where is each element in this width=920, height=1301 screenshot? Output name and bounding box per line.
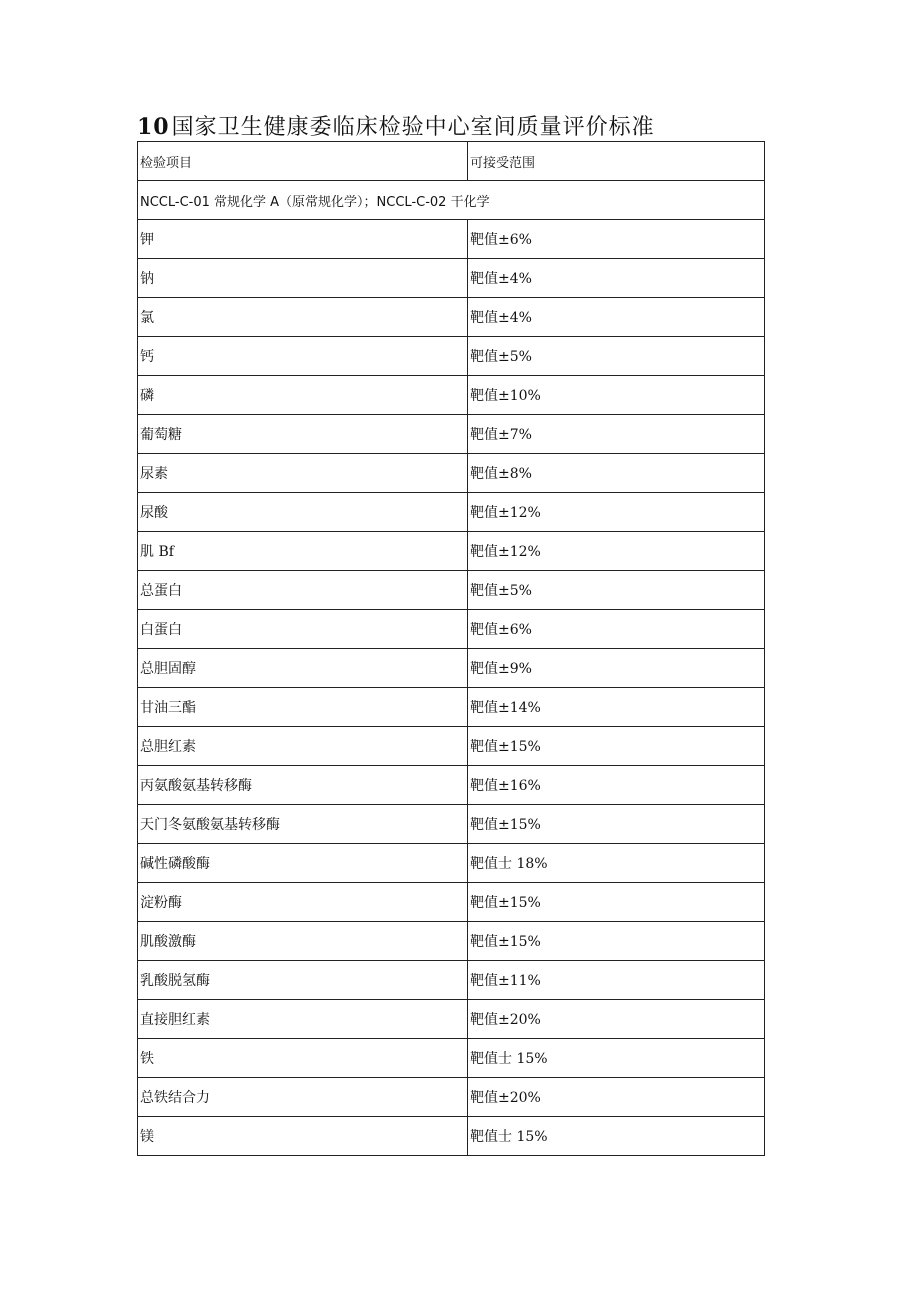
row-range: 靶值±15% bbox=[468, 727, 765, 766]
table-row bbox=[138, 727, 765, 766]
table-section-row bbox=[138, 181, 765, 220]
table-row bbox=[138, 922, 765, 961]
row-range: 靶值士 15% bbox=[468, 1117, 765, 1156]
row-range: 靶值±20% bbox=[468, 1078, 765, 1117]
table-row bbox=[138, 376, 765, 415]
row-range: 靶值±5% bbox=[468, 571, 765, 610]
row-range: 靶值±6% bbox=[468, 220, 765, 259]
row-item: 碱性磷酸酶 bbox=[138, 844, 468, 883]
row-range: 靶值±4% bbox=[468, 298, 765, 337]
row-range: 靶值±12% bbox=[468, 493, 765, 532]
row-item: 葡萄糖 bbox=[138, 415, 468, 454]
row-item: 镁 bbox=[138, 1117, 468, 1156]
table-row bbox=[138, 415, 765, 454]
row-item: 铁 bbox=[138, 1039, 468, 1078]
row-item: 甘油三酯 bbox=[138, 688, 468, 727]
criteria-table bbox=[137, 141, 765, 1156]
row-range: 靶值±12% bbox=[468, 532, 765, 571]
row-range: 靶值±15% bbox=[468, 805, 765, 844]
table-row bbox=[138, 454, 765, 493]
row-range: 靶值±11% bbox=[468, 961, 765, 1000]
row-item: 丙氨酸氨基转移酶 bbox=[138, 766, 468, 805]
table-row bbox=[138, 259, 765, 298]
header-range: 可接受范围 bbox=[468, 142, 765, 181]
table-row bbox=[138, 610, 765, 649]
table-row bbox=[138, 844, 765, 883]
table-row bbox=[138, 805, 765, 844]
row-item: 天门冬氨酸氨基转移酶 bbox=[138, 805, 468, 844]
row-item: 总胆固醇 bbox=[138, 649, 468, 688]
title-text: 国家卫生健康委临床检验中心室间质量评价标准 bbox=[171, 115, 655, 140]
row-range: 靶值±4% bbox=[468, 259, 765, 298]
table-row bbox=[138, 1117, 765, 1156]
row-item: 磷 bbox=[138, 376, 468, 415]
row-range: 靶值±14% bbox=[468, 688, 765, 727]
table-row bbox=[138, 220, 765, 259]
table-row bbox=[138, 688, 765, 727]
row-range: 靶值士 18% bbox=[468, 844, 765, 883]
table-row bbox=[138, 493, 765, 532]
row-item: 淀粉酶 bbox=[138, 883, 468, 922]
table-row bbox=[138, 571, 765, 610]
row-item: 白蛋白 bbox=[138, 610, 468, 649]
row-item: 直接胆红素 bbox=[138, 1000, 468, 1039]
row-range: 靶值±15% bbox=[468, 922, 765, 961]
table-row bbox=[138, 961, 765, 1000]
row-range: 靶值±8% bbox=[468, 454, 765, 493]
row-item: 钠 bbox=[138, 259, 468, 298]
row-item: 肌酸激酶 bbox=[138, 922, 468, 961]
table-row bbox=[138, 532, 765, 571]
table-row bbox=[138, 1000, 765, 1039]
table-row bbox=[138, 1078, 765, 1117]
row-item: 尿素 bbox=[138, 454, 468, 493]
row-range: 靶值±16% bbox=[468, 766, 765, 805]
table-row bbox=[138, 766, 765, 805]
row-item: 乳酸脱氢酶 bbox=[138, 961, 468, 1000]
row-range: 靶值±9% bbox=[468, 649, 765, 688]
row-item: 氯 bbox=[138, 298, 468, 337]
row-range: 靶值±7% bbox=[468, 415, 765, 454]
table-row bbox=[138, 298, 765, 337]
table-row bbox=[138, 1039, 765, 1078]
document-title bbox=[137, 112, 655, 143]
criteria-table-body bbox=[138, 142, 765, 1156]
row-item: 总胆红素 bbox=[138, 727, 468, 766]
row-item: 总蛋白 bbox=[138, 571, 468, 610]
title-number: 10 bbox=[137, 114, 170, 140]
row-item: 肌 Bf bbox=[138, 532, 468, 571]
row-range: 靶值±15% bbox=[468, 883, 765, 922]
row-range: 靶值士 15% bbox=[468, 1039, 765, 1078]
row-item: 钾 bbox=[138, 220, 468, 259]
row-range: 靶值±5% bbox=[468, 337, 765, 376]
row-item: 钙 bbox=[138, 337, 468, 376]
table-row bbox=[138, 883, 765, 922]
row-item: 总铁结合力 bbox=[138, 1078, 468, 1117]
row-range: 靶值±10% bbox=[468, 376, 765, 415]
table-row bbox=[138, 649, 765, 688]
table-row bbox=[138, 337, 765, 376]
table-header-row bbox=[138, 142, 765, 181]
row-item: 尿酸 bbox=[138, 493, 468, 532]
section-label: NCCL-C-01 常规化学 A（原常规化学）；NCCL-C-02 干化学 bbox=[138, 181, 765, 220]
row-range: 靶值±20% bbox=[468, 1000, 765, 1039]
header-item: 检验项目 bbox=[138, 142, 468, 181]
row-range: 靶值±6% bbox=[468, 610, 765, 649]
